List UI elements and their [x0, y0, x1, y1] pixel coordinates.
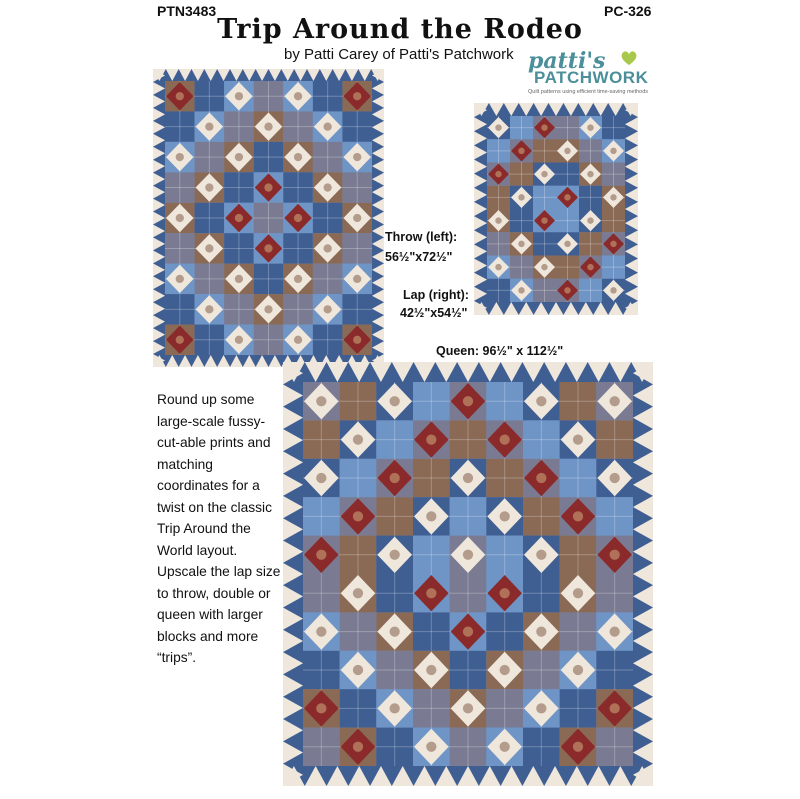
motif-dot [573, 742, 583, 752]
motif-dot [353, 214, 361, 222]
lap-quilt-image [474, 103, 638, 315]
motif-dot [500, 665, 510, 675]
motif-dot [353, 153, 361, 161]
motif-dot [564, 241, 570, 247]
motif-dot [564, 287, 570, 293]
pattern-description: Round up some large-scale fussy-cut-able prints and matching coordinates for a twist on the classic Trip Around the World layout. Upscale the lap size to throw, double or queen with larger blocks and more “trips”. [157, 392, 281, 665]
lap-size: 42½"x54½" [400, 306, 468, 320]
motif-dot [390, 626, 400, 636]
motif-dot [426, 742, 436, 752]
motif-dot [390, 550, 400, 560]
brand-logo [528, 48, 658, 100]
motif-dot [463, 473, 473, 483]
motif-dot [316, 626, 326, 636]
motif-dot [353, 275, 361, 283]
pattern-code: PTN3483 [157, 3, 217, 19]
motif-dot [294, 336, 302, 344]
motif-dot [426, 588, 436, 598]
motif-dot [610, 241, 616, 247]
motif-dot [573, 665, 583, 675]
motif-dot [610, 626, 620, 636]
motif-dot [500, 588, 510, 598]
product-code: PC-326 [604, 3, 652, 19]
motif-dot [294, 275, 302, 283]
motif-dot [235, 336, 243, 344]
motif-dot [294, 92, 302, 100]
motif-dot [610, 287, 616, 293]
motif-dot [264, 305, 272, 313]
motif-dot [495, 264, 501, 270]
motif-dot [463, 626, 473, 636]
motif-dot [610, 473, 620, 483]
motif-dot [536, 626, 546, 636]
motif-dot [500, 511, 510, 521]
motif-dot [541, 171, 547, 177]
motif-dot [573, 588, 583, 598]
motif-dot [536, 550, 546, 560]
motif-dot [353, 92, 361, 100]
motif-dot [495, 217, 501, 223]
motif-dot [573, 511, 583, 521]
heart-icon [620, 50, 638, 66]
motif-dot [500, 434, 510, 444]
motif-dot [536, 473, 546, 483]
queen-quilt-image [283, 362, 653, 786]
motif-dot [564, 194, 570, 200]
motif-dot [541, 264, 547, 270]
motif-dot [390, 703, 400, 713]
motif-dot [587, 124, 593, 130]
motif-dot [610, 703, 620, 713]
motif-dot [536, 396, 546, 406]
motif-dot [495, 171, 501, 177]
motif-dot [324, 123, 332, 131]
logo-name-line1: patti's [528, 48, 606, 74]
motif-dot [426, 511, 436, 521]
motif-dot [176, 275, 184, 283]
motif-dot [541, 124, 547, 130]
motif-dot [316, 550, 326, 560]
motif-dot [573, 434, 583, 444]
motif-dot [294, 153, 302, 161]
motif-dot [294, 214, 302, 222]
motif-dot [235, 153, 243, 161]
motif-dot [536, 703, 546, 713]
motif-dot [324, 305, 332, 313]
logo-tagline: Quilt patterns using efficient time-saving methods [528, 89, 649, 95]
motif-dot [390, 396, 400, 406]
motif-dot [316, 703, 326, 713]
motif-dot [610, 148, 616, 154]
motif-dot [495, 124, 501, 130]
queen-label: Queen: 96½" x 112½" [436, 344, 564, 358]
motif-dot [463, 396, 473, 406]
motif-dot [205, 183, 213, 191]
motif-dot [463, 703, 473, 713]
throw-quilt-image [153, 69, 384, 367]
motif-dot [235, 275, 243, 283]
lap-label: Lap (right): [403, 288, 469, 302]
motif-dot [316, 396, 326, 406]
motif-dot [176, 214, 184, 222]
page-title: Trip Around the Rodeo [217, 14, 583, 45]
throw-size: 56½"x72½" [385, 250, 453, 264]
motif-dot [587, 264, 593, 270]
byline: by Patti Carey of Patti's Patchwork [284, 46, 514, 63]
motif-dot [353, 588, 363, 598]
motif-dot [353, 665, 363, 675]
motif-dot [610, 396, 620, 406]
motif-dot [463, 550, 473, 560]
motif-dot [587, 217, 593, 223]
motif-dot [264, 244, 272, 252]
motif-dot [205, 305, 213, 313]
throw-label: Throw (left): [385, 230, 458, 244]
motif-dot [426, 665, 436, 675]
motif-dot [205, 123, 213, 131]
logo-name-line2: PATCHWORK [534, 68, 649, 87]
motif-dot [610, 194, 616, 200]
motif-dot [587, 171, 593, 177]
motif-dot [176, 92, 184, 100]
motif-dot [426, 434, 436, 444]
motif-dot [518, 194, 524, 200]
motif-dot [518, 148, 524, 154]
motif-dot [264, 123, 272, 131]
motif-dot [205, 244, 213, 252]
motif-dot [324, 244, 332, 252]
motif-dot [353, 336, 361, 344]
motif-dot [353, 511, 363, 521]
motif-dot [500, 742, 510, 752]
motif-dot [353, 742, 363, 752]
motif-dot [176, 336, 184, 344]
motif-dot [176, 153, 184, 161]
motif-dot [324, 183, 332, 191]
motif-dot [541, 217, 547, 223]
motif-dot [235, 214, 243, 222]
motif-dot [264, 183, 272, 191]
motif-dot [235, 92, 243, 100]
motif-dot [610, 550, 620, 560]
motif-dot [390, 473, 400, 483]
motif-dot [564, 148, 570, 154]
motif-dot [353, 434, 363, 444]
motif-dot [518, 287, 524, 293]
motif-dot [518, 241, 524, 247]
motif-dot [316, 473, 326, 483]
